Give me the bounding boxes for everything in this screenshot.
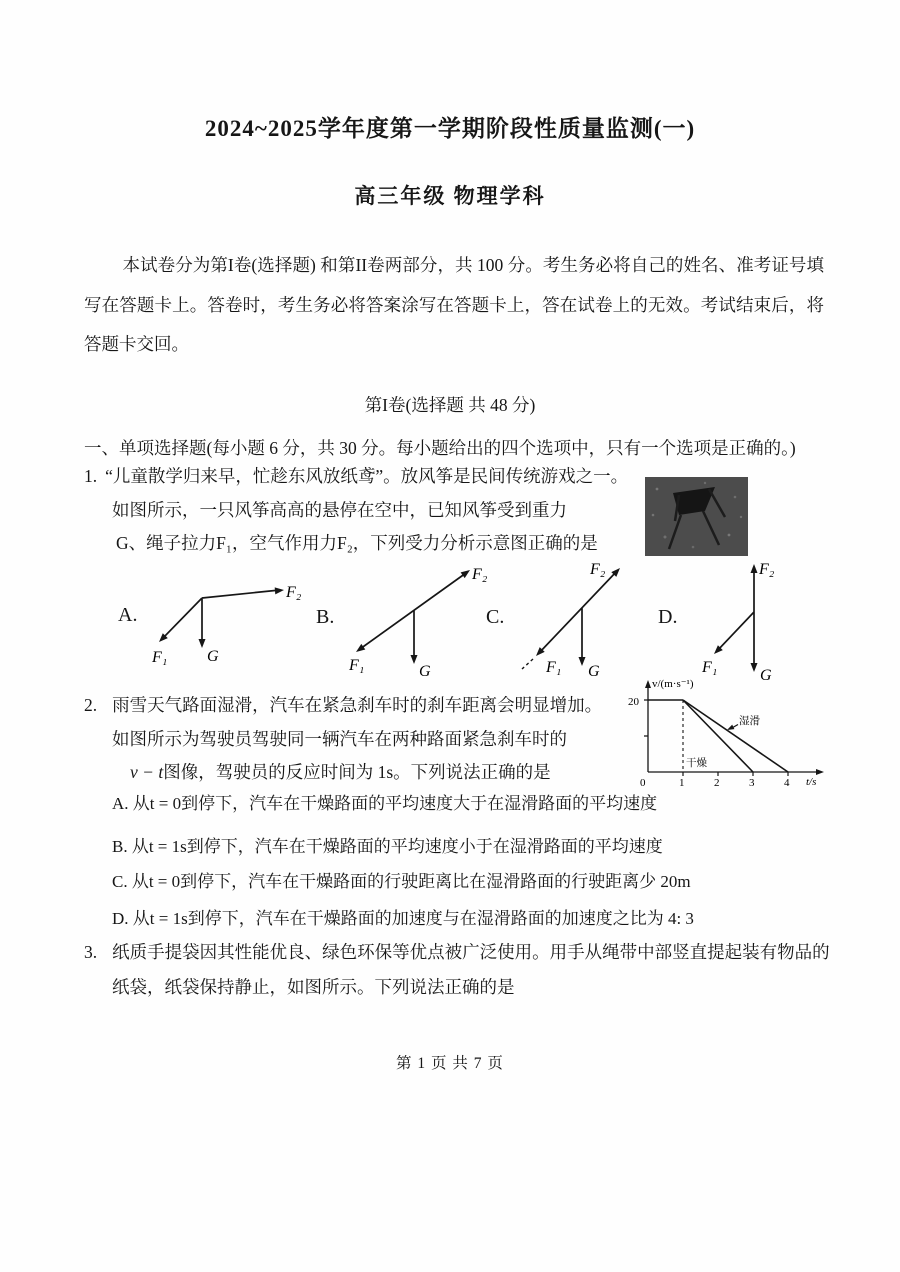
force-diagram-b-figure xyxy=(338,556,503,678)
q2-option-c: C. 从t = 0到停下，汽车在干燥路面的行驶距离比在湿滑路面的行驶距离少 20m xyxy=(112,872,691,891)
part1-heading: 第I卷(选择题 共 48 分) xyxy=(364,395,536,415)
q2-line-2: 如图所示为驾驶员驾驶同一辆汽车在两种路面紧急刹车时的 xyxy=(112,729,567,749)
q3-text-1: 纸质手提袋因其性能优良、绿色环保等优点被广泛使用。用手从绳带中部竖直提起装有物品的 xyxy=(112,942,830,962)
q1-text-1: “儿童散学归来早，忙趁东风放纸鸢”。放风筝是民间传统游戏之一。 xyxy=(105,466,629,486)
q3-number: 3. xyxy=(84,942,98,962)
kite-photo-bg xyxy=(645,477,748,556)
graph-xtick-3: 3 xyxy=(749,777,755,789)
diagram-c-label: C. xyxy=(486,606,505,628)
f1-label: F₁ xyxy=(702,659,718,676)
g-label: G xyxy=(760,667,772,682)
dry-label: 干燥 xyxy=(686,758,707,769)
q2-text-3: 图像，驾驶员的反应时间为 1s。下列说法正确的是 xyxy=(163,762,551,782)
graph-xtick-1: 1 xyxy=(679,777,685,789)
force-diagram-d-figure xyxy=(682,554,822,682)
exam-title: 2024~2025学年度第一学期阶段性质量监测(一) xyxy=(204,116,696,141)
wet-label: 湿滑 xyxy=(739,716,760,727)
q3-line-2: 纸袋，纸袋保持静止，如图所示。下列说法正确的是 xyxy=(112,977,515,997)
graph-xtick-2: 2 xyxy=(714,777,720,789)
q1-line-2: 如图所示，一只风筝高高的悬停在空中，已知风筝受到重力 xyxy=(112,500,567,520)
q2-option-a: A. 从t = 0到停下，汽车在干燥路面的平均速度大于在湿滑路面的平均速度 xyxy=(112,794,658,813)
force-diagram-a-figure xyxy=(144,560,314,678)
force-diagram-d xyxy=(658,554,824,684)
diagram-d-label: D. xyxy=(658,606,678,628)
g-label: G xyxy=(419,663,431,678)
q3-line-1 xyxy=(84,939,830,964)
q2-line-3 xyxy=(130,759,551,784)
page-footer: 第 1 页 共 7 页 xyxy=(396,1055,504,1072)
section1-heading: 一、单项选择题(每小题 6 分，共 30 分。每小题给出的四个选项中，只有一个选项是正确的。) xyxy=(84,438,796,458)
exam-intro: 本试卷分为第I卷(选择题) 和第II卷两部分，共 100 分。考生务必将自己的姓名、准考证号填写在答题卡上。答卷时，考生务必将答案涂写在答题卡上，答在试卷上的无效。考试结束后，将答题卡交回。 xyxy=(84,255,824,354)
q2-vt-math: v − t xyxy=(130,762,164,782)
f2-label: F₂ xyxy=(286,584,302,601)
q2-number: 2. xyxy=(84,695,98,715)
q2-option-b: B. 从t = 1s到停下，汽车在干燥路面的平均速度小于在湿滑路面的平均速度 xyxy=(112,837,663,856)
force-diagram-b xyxy=(316,556,488,682)
graph-ylabel: v/(m·s⁻¹) xyxy=(652,678,694,690)
kite-photo xyxy=(645,477,748,556)
q1-number: 1. xyxy=(84,466,98,486)
graph-y20: 20 xyxy=(628,696,639,708)
f1-label: F₁ xyxy=(546,659,562,676)
force-diagram-c xyxy=(486,556,658,682)
q1-line-3: G、绳子拉力F₁，空气作用力F₂，下列受力分析示意图正确的是 xyxy=(116,533,598,553)
force-diagram-c-figure xyxy=(508,556,668,678)
diagram-b-label: B. xyxy=(316,606,335,628)
diagram-a-label: A. xyxy=(118,604,138,626)
f1-label: F₁ xyxy=(349,657,365,674)
force-diagram-a xyxy=(118,560,314,682)
exam-subtitle: 高三年级 物理学科 xyxy=(354,184,546,208)
f2-label: F₂ xyxy=(590,561,606,578)
q2-option-d: D. 从t = 1s到停下，汽车在干燥路面的加速度与在湿滑路面的加速度之比为 4: 3 xyxy=(112,909,694,928)
q1-line-1 xyxy=(84,463,628,488)
f2-label: F₂ xyxy=(759,561,775,578)
vt-graph xyxy=(626,672,831,790)
graph-xtick-4: 4 xyxy=(784,777,790,789)
f2-label: F₂ xyxy=(472,566,488,583)
f1-label: F₁ xyxy=(152,649,168,666)
g-label: G xyxy=(588,663,600,678)
q2-line-1 xyxy=(84,692,602,717)
g-label: G xyxy=(207,648,219,665)
q2-text-1: 雨雪天气路面湿滑，汽车在紧急刹车时的刹车距离会明显增加。 xyxy=(112,695,603,715)
graph-xtick-0: 0 xyxy=(640,777,646,789)
graph-xlabel: t/s xyxy=(806,776,817,788)
